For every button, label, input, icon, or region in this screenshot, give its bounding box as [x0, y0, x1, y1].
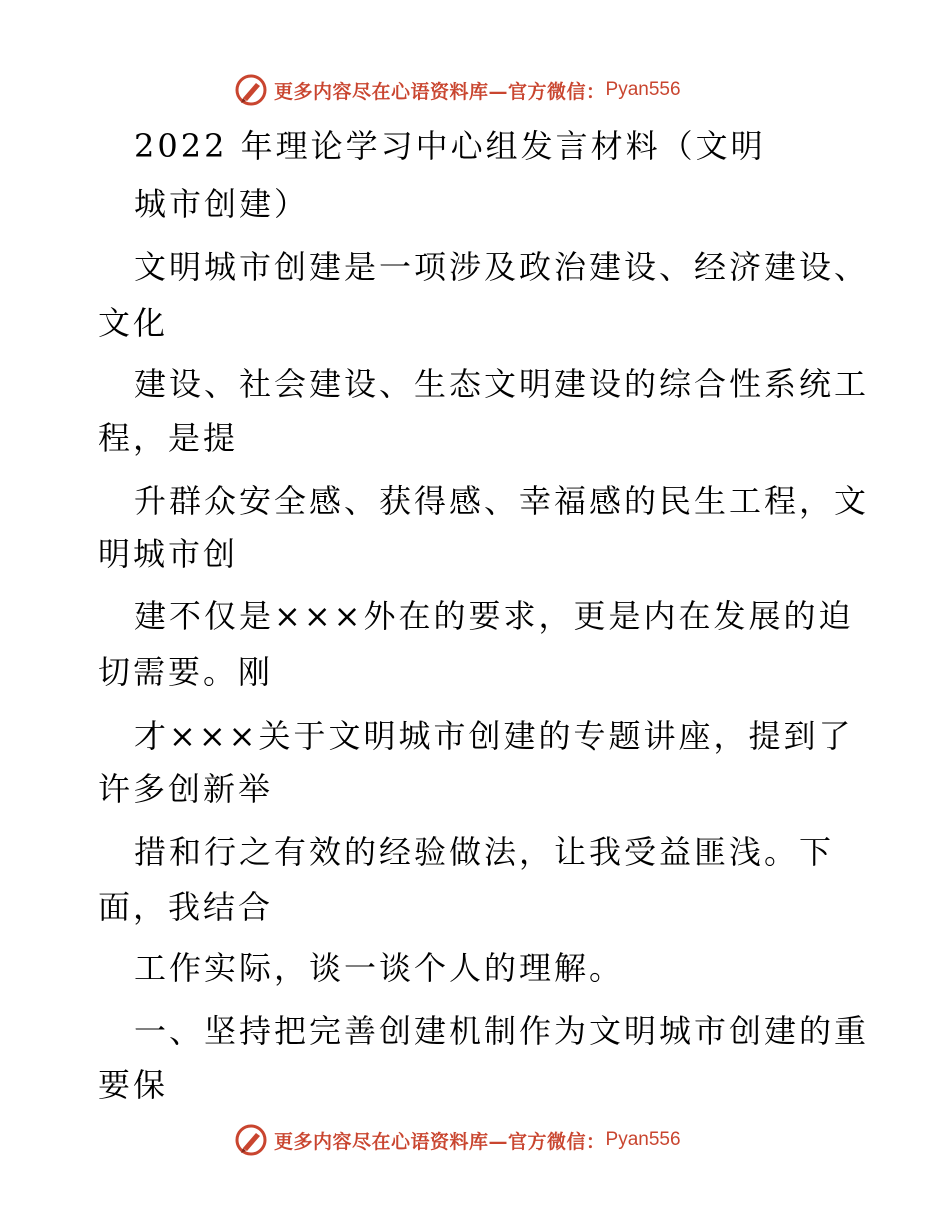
paragraph-line: 文化 — [98, 304, 169, 342]
watermark-wechat-id: Pyan556 — [605, 1129, 681, 1150]
paragraph-line: 面，我结合 — [98, 888, 274, 926]
paragraph-line: 措和行之有效的经验做法，让我受益匪浅。下 — [134, 833, 835, 871]
paragraph-line: 切需要。刚 — [98, 653, 274, 691]
pen-logo-icon — [234, 1123, 268, 1157]
paragraph-line: 许多创新举 — [98, 770, 274, 808]
document-title-line-2: 城市创建） — [134, 185, 310, 223]
paragraph-line: 才×××关于文明城市创建的专题讲座，提到了 — [134, 717, 854, 755]
section-heading-line: 一、坚持把完善创建机制作为文明城市创建的重 — [134, 1012, 870, 1050]
section-heading-line: 要保 — [98, 1066, 169, 1104]
paragraph-line: 明城市创 — [98, 535, 239, 573]
paragraph-line: 建设、社会建设、生态文明建设的综合性系统工 — [134, 365, 870, 403]
watermark-header — [234, 70, 681, 110]
paragraph-line: 程，是提 — [98, 419, 239, 457]
watermark-text: 更多内容尽在心语资料库—官方微信： — [274, 80, 606, 103]
watermark-text: 更多内容尽在心语资料库—官方微信： — [274, 1130, 606, 1153]
paragraph-line: 升群众安全感、获得感、幸福感的民生工程，文 — [134, 482, 870, 520]
watermark-footer — [234, 1120, 681, 1160]
paragraph-line: 文明城市创建是一项涉及政治建设、经济建设、 — [134, 248, 870, 286]
pen-logo-icon — [234, 73, 268, 107]
paragraph-line: 工作实际，谈一谈个人的理解。 — [134, 949, 625, 987]
watermark-wechat-id: Pyan556 — [605, 79, 681, 100]
document-title-line-1: 2022 年理论学习中心组发言材料（文明 — [134, 127, 766, 165]
paragraph-line: 建不仅是×××外在的要求，更是内在发展的迫 — [134, 597, 854, 635]
